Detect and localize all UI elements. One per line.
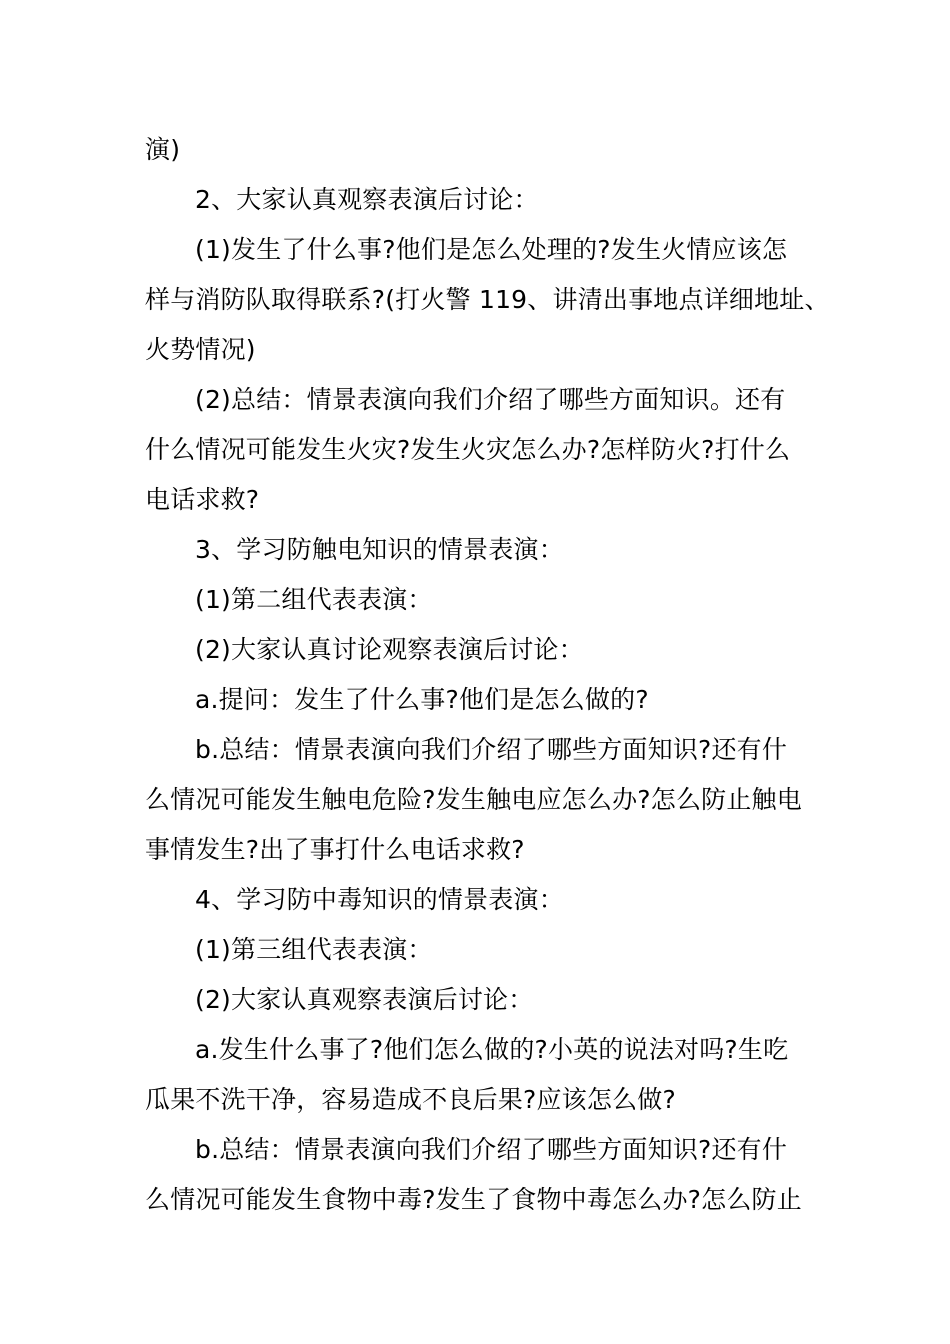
- text-line-8: 电话求救?: [145, 485, 260, 514]
- text-line-14: 么情况可能发生触电危险?发生触电应怎么办?怎么防止触电: [145, 785, 802, 814]
- text-line-2: 2、大家认真观察表演后讨论：: [195, 185, 539, 214]
- text-line-7: 什么情况可能发生火灾?发生火灾怎么办?怎样防火?打什么: [145, 435, 791, 464]
- text-line-1: 演): [145, 135, 181, 164]
- text-line-16: 4、学习防中毒知识的情景表演：: [195, 885, 564, 914]
- text-line-5: 火势情况): [145, 335, 256, 364]
- text-line-10: (1)第二组代表表演：: [195, 585, 433, 614]
- text-line-17: (1)第三组代表表演：: [195, 935, 433, 964]
- text-line-6: (2)总结：情景表演向我们介绍了哪些方面知识。还有: [195, 385, 786, 414]
- text-line-4: 样与消防队取得联系?(打火警 119、讲清出事地点详细地址、: [145, 285, 830, 314]
- text-line-21: b.总结：情景表演向我们介绍了哪些方面知识?还有什: [195, 1135, 788, 1164]
- text-line-9: 3、学习防触电知识的情景表演：: [195, 535, 564, 564]
- text-line-18: (2)大家认真观察表演后讨论：: [195, 985, 534, 1014]
- text-line-22: 么情况可能发生食物中毒?发生了食物中毒怎么办?怎么防止: [145, 1185, 802, 1214]
- text-line-13: b.总结：情景表演向我们介绍了哪些方面知识?还有什: [195, 735, 788, 764]
- text-line-11: (2)大家认真讨论观察表演后讨论：: [195, 635, 584, 664]
- text-line-12: a.提问：发生了什么事?他们是怎么做的?: [195, 685, 649, 714]
- text-line-20: 瓜果不洗干净，容易造成不良后果?应该怎么做?: [145, 1085, 676, 1114]
- text-line-3: (1)发生了什么事?他们是怎么处理的?发生火情应该怎: [195, 235, 788, 264]
- text-line-19: a.发生什么事了?他们怎么做的?小英的说法对吗?生吃: [195, 1035, 789, 1064]
- text-line-15: 事情发生?出了事打什么电话求救?: [145, 835, 525, 864]
